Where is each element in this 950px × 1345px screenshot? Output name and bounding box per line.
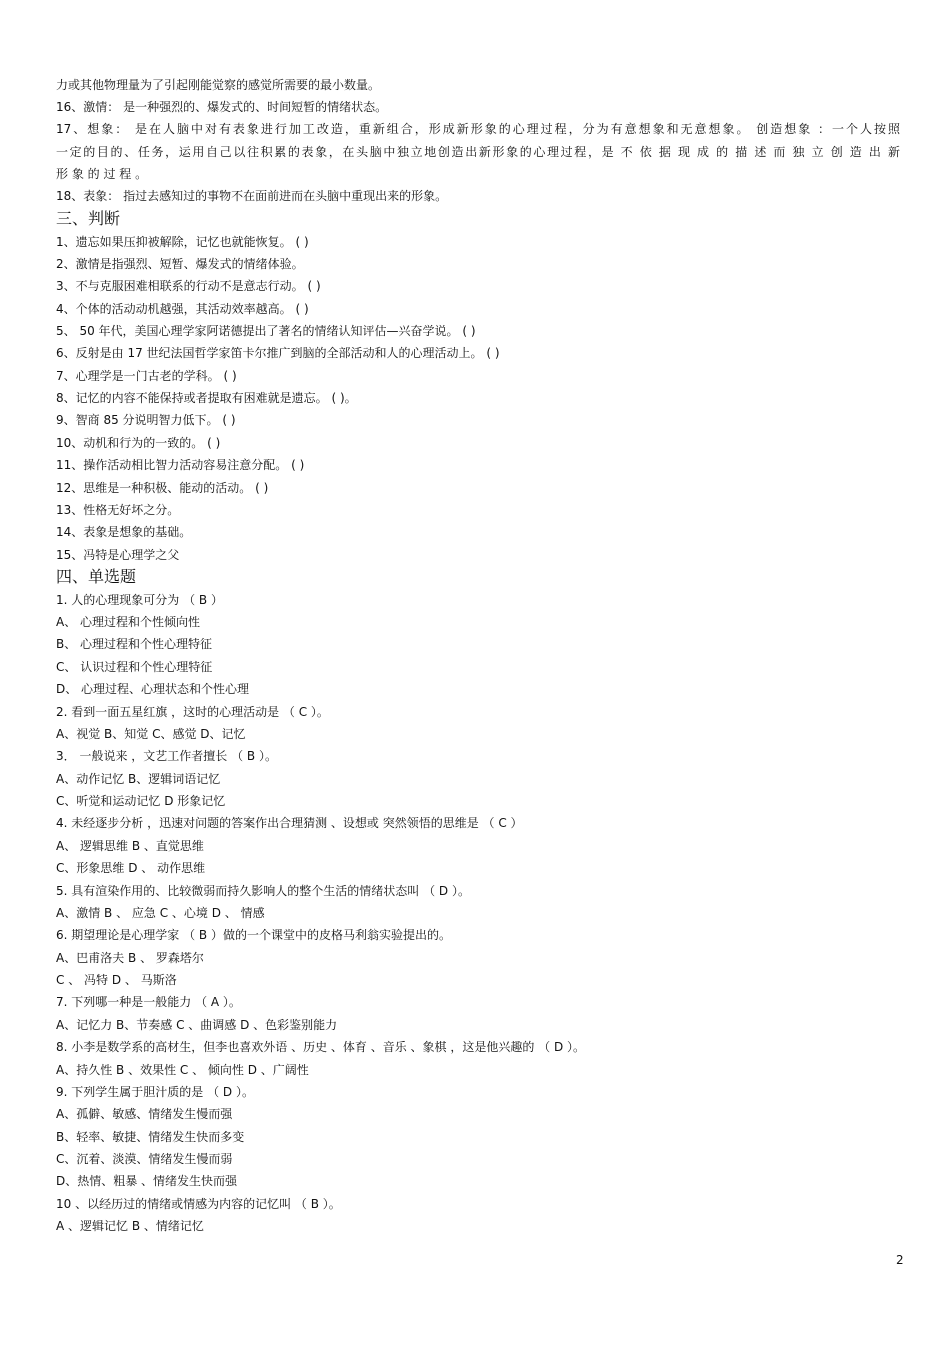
judge-item: 13、性格无好坏之分。 <box>56 503 180 517</box>
judge-item: 9、智商 85 分说明智力低下。 ( ) <box>56 413 236 427</box>
judge-item: 7、心理学是一门古老的学科。 ( ) <box>56 369 237 383</box>
page-number: 2 <box>896 1253 904 1267</box>
section-heading-single-choice: 四、单选题 <box>56 567 137 586</box>
judge-item: 2、激情是指强烈、短暂、爆发式的情绪体验。 <box>56 257 304 271</box>
judge-item: 15、冯特是心理学之父 <box>56 548 180 562</box>
section-heading-judge: 三、判断 <box>56 209 121 228</box>
single-choice-line: 4. 未经逐步分析 ，迅速对问题的答案作出合理猜测 、设想或 突然领悟的思维是 （ C ） <box>56 816 523 830</box>
judge-item: 5、 50 年代，美国心理学家阿诺德提出了著名的情绪认知评估—兴奋学说。 ( ) <box>56 324 476 338</box>
judge-item: 14、表象是想象的基础。 <box>56 525 192 539</box>
judge-item: 10、动机和行为的一致的。 ( ) <box>56 436 221 450</box>
single-choice-line: C、 认识过程和个性心理特征 <box>56 660 213 674</box>
single-choice-line: D、热情、粗暴 、情绪发生快而强 <box>56 1174 238 1188</box>
judge-item: 1、遗忘如果压抑被解除，记忆也就能恢复。 ( ) <box>56 235 309 249</box>
single-choice-line: B、 心理过程和个性心理特征 <box>56 637 213 651</box>
single-choice-line: D、 心理过程、心理状态和个性心理 <box>56 682 250 696</box>
single-choice-line: 10 、以经历过的情绪或情感为内容的记忆叫 （ B ）。 <box>56 1197 341 1211</box>
single-choice-line: 6. 期望理论是心理学家 （ B ）做的一个课堂中的皮格马利翁实验提出的。 <box>56 928 451 942</box>
single-choice-line: 3． 一般说来 ，文艺工作者擅长 （ B ）。 <box>56 749 277 763</box>
judge-item: 3、不与克服困难相联系的行动不是意志行动。 ( ) <box>56 279 321 293</box>
single-choice-line: A、视觉 B、知觉 C、感觉 D、记忆 <box>56 727 246 741</box>
single-choice-line: 7. 下列哪一种是一般能力 （ A ）。 <box>56 995 241 1009</box>
definition-15-tail: 力或其他物理量为了引起刚能觉察的感觉所需要的最小数量。 <box>56 78 381 92</box>
single-choice-line: 9. 下列学生属于胆汁质的是 （ D ）。 <box>56 1085 254 1099</box>
single-choice-line: C、沉着、淡漠、情绪发生慢而弱 <box>56 1152 233 1166</box>
single-choice-line: 2. 看到一面五星红旗 ，这时的心理活动是 （ C ）。 <box>56 705 329 719</box>
judge-item: 6、反射是由 17 世纪法国哲学家笛卡尔推广到脑的全部活动和人的心理活动上。 ( ) <box>56 346 500 360</box>
single-choice-line: C 、 冯特 D 、 马斯洛 <box>56 973 177 987</box>
single-choice-line: A、记忆力 B、节奏感 C 、曲调感 D 、色彩鉴别能力 <box>56 1018 338 1032</box>
single-choice-line: A、巴甫洛夫 B 、 罗森塔尔 <box>56 951 204 965</box>
judge-item: 8、记忆的内容不能保持或者提取有困难就是遗忘。 ( )。 <box>56 391 357 405</box>
judge-item: 4、个体的活动动机越强，其活动效率越高。 ( ) <box>56 302 309 316</box>
single-choice-line: 1. 人的心理现象可分为 （ B ） <box>56 593 223 607</box>
single-choice-line: 8. 小李是数学系的高材生，但李也喜欢外语 、历史 、体育 、音乐 、象棋 ，这是他兴趣的 （ D ）。 <box>56 1040 586 1054</box>
single-choice-line: C、形象思维 D 、 动作思维 <box>56 861 206 875</box>
single-choice-line: A、孤僻、敏感、情绪发生慢而强 <box>56 1107 233 1121</box>
single-choice-line: A、 逻辑思维 B 、直觉思维 <box>56 839 204 853</box>
definition-18: 18、表象： 指过去感知过的事物不在面前进而在头脑中重现出来的形象。 <box>56 189 448 203</box>
single-choice-line: A、动作记忆 B、逻辑词语记忆 <box>56 772 221 786</box>
judge-item: 11、操作活动相比智力活动容易注意分配。 ( ) <box>56 458 305 472</box>
definition-17-line-2: 一定的目的、任务，运用自己以往积累的表象，在头脑中独立地创造出新形象的心理过程，是 不 依 据 现 成 的 描 述 而 独 立 创 造 出 新 <box>56 145 900 159</box>
single-choice-line: A、持久性 B 、效果性 C 、 倾向性 D 、广阔性 <box>56 1063 309 1077</box>
single-choice-line: 5. 具有渲染作用的、比较微弱而持久影响人的整个生活的情绪状态叫 （ D ）。 <box>56 884 470 898</box>
definition-17-line-1: 17、想象： 是在人脑中对有表象进行加工改造，重新组合，形成新形象的心理过程，分为有意想象和无意想象。 创造想象 ：一个人按照 <box>56 122 900 136</box>
single-choice-line: B、轻率、敏捷、情绪发生快而多变 <box>56 1130 245 1144</box>
definition-17-line-3: 形 象 的 过 程 。 <box>56 167 148 181</box>
single-choice-line: A 、逻辑记忆 B 、情绪记忆 <box>56 1219 204 1233</box>
judge-item: 12、思维是一种积极、能动的活动。 ( ) <box>56 481 269 495</box>
single-choice-line: A、 心理过程和个性倾向性 <box>56 615 201 629</box>
definition-16: 16、激情： 是一种强烈的、爆发式的、时间短暂的情绪状态。 <box>56 100 388 114</box>
single-choice-line: C、听觉和运动记忆 D 形象记忆 <box>56 794 226 808</box>
single-choice-line: A、激情 B 、 应急 C 、心境 D 、 情感 <box>56 906 265 920</box>
